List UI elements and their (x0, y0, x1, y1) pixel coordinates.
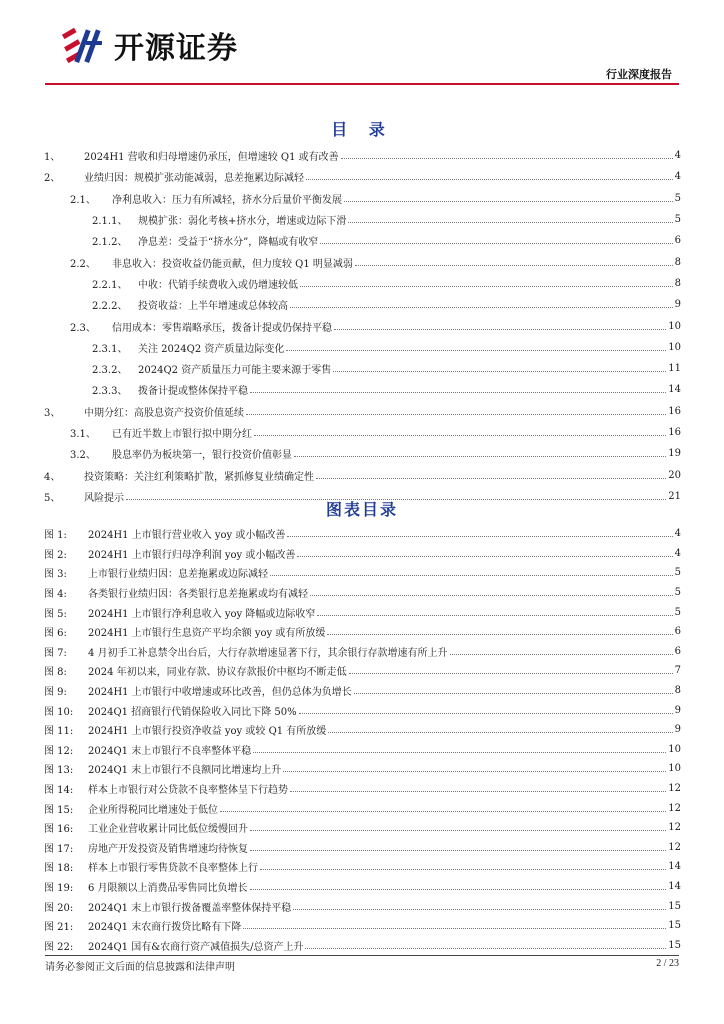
toc-leader-dots (334, 329, 666, 330)
toc-item-text: 业绩归因：规模扩张动能减弱，息差拖累边际减轻 (84, 173, 304, 185)
toc-item-text: 投资收益：上半年增速或总体较高 (138, 301, 288, 313)
figure-page: 15 (668, 900, 681, 912)
figure-page: 4 (674, 547, 681, 559)
figure-page: 6 (674, 626, 681, 638)
toc-item-text: 已有近半数上市银行拟中期分红 (112, 429, 252, 440)
figure-number: 图 18: (44, 863, 74, 875)
figure-number: 图 10: (44, 706, 74, 718)
toc-item-number: 3、 (44, 407, 61, 419)
figure-leader-dots (450, 654, 673, 655)
figure-leader-dots (283, 771, 666, 772)
figure-page: 5 (674, 606, 681, 618)
figure-number: 图 3: (44, 569, 67, 581)
toc-item-number: 4、 (44, 471, 61, 483)
figure-number: 图 9: (44, 687, 67, 699)
toc-item[interactable] (44, 422, 681, 443)
page-header (0, 0, 724, 90)
figure-page: 12 (668, 802, 681, 814)
toc-item[interactable] (44, 145, 681, 166)
toc-item-text: 2024Q2 资产质量压力可能主要来源于零售 (138, 365, 332, 377)
figure-leader-dots (253, 752, 666, 753)
toc-item[interactable] (44, 337, 681, 358)
figure-leader-dots (299, 713, 673, 714)
figure-number: 图 5: (44, 608, 67, 620)
figure-leader-dots (250, 830, 666, 831)
toc-leader-dots (348, 222, 672, 223)
toc-item-number: 2.2、 (70, 258, 96, 270)
figure-page: 12 (668, 783, 681, 795)
toc-item-number: 2.2.2、 (92, 301, 128, 313)
toc-item-number: 2.2.1、 (92, 279, 128, 291)
figure-caption: 样本上市银行对公贷款不良率整体呈下行趋势 (88, 785, 288, 797)
footer-disclaimer: 请务必参阅正文后面的信息披露和法律声明 (45, 962, 235, 973)
figure-caption: 4 月初手工补息禁令出台后，大行存款增速显著下行，其余银行存款增速有所上升 (88, 647, 448, 659)
figure-page: 14 (668, 880, 681, 892)
figure-number: 图 11: (44, 726, 74, 738)
figure-list-item[interactable] (44, 818, 681, 838)
toc-item[interactable] (44, 166, 681, 187)
figure-number: 图 12: (44, 745, 74, 757)
toc-item-text: 股息率仍为板块第一，银行投资价值彰显 (112, 450, 292, 462)
figure-number: 图 4: (44, 589, 67, 601)
figure-page: 15 (668, 939, 681, 951)
figure-list-item[interactable] (44, 759, 681, 779)
figure-page: 9 (674, 724, 681, 736)
toc-list (44, 145, 681, 507)
figure-page: 4 (674, 528, 681, 540)
toc-item[interactable] (44, 230, 681, 251)
figure-list-item[interactable] (44, 681, 681, 701)
figure-leader-dots (328, 732, 672, 733)
figure-list-item[interactable] (44, 838, 681, 858)
toc-leader-dots (316, 478, 666, 479)
figure-caption: 各类银行业绩归因：各类银行息差拖累或均有减轻 (88, 589, 308, 601)
figure-list-item[interactable] (44, 661, 681, 681)
toc-item[interactable] (44, 401, 681, 422)
figure-number: 图 22: (44, 941, 74, 953)
toc-leader-dots (344, 201, 673, 202)
toc-item-text: 规模扩张：弱化考核+挤水分，增速或边际下滑 (138, 216, 347, 228)
toc-item-page: 21 (668, 490, 681, 502)
toc-item[interactable] (44, 358, 681, 379)
figure-caption: 工业企业营收累计同比低位缓慢回升 (88, 824, 248, 836)
figure-caption: 2024H1 上市银行归母净利润 yoy 或小幅改善 (88, 549, 296, 561)
toc-item-page: 20 (668, 469, 681, 481)
footer-divider (45, 955, 679, 956)
figure-leader-dots (290, 791, 666, 792)
figure-number: 图 6: (44, 628, 67, 640)
toc-item-number: 2、 (44, 173, 61, 185)
figure-leader-dots (250, 889, 667, 890)
report-type-label: 行业深度报告 (606, 68, 672, 81)
toc-item[interactable] (44, 188, 681, 209)
toc-item-page: 19 (668, 448, 681, 460)
figure-leader-dots (243, 928, 666, 929)
figure-leader-dots (270, 575, 673, 576)
figure-number: 图 17: (44, 843, 74, 855)
toc-item-text: 投资策略：关注红利策略扩散，紧抓修复业绩确定性 (84, 471, 314, 483)
figure-leader-dots (297, 556, 672, 557)
figure-page: 10 (668, 743, 681, 755)
toc-item-page: 16 (668, 405, 681, 417)
figure-leader-dots (327, 634, 672, 635)
toc-item-number: 3.1、 (70, 429, 96, 440)
toc-item-page: 8 (674, 277, 681, 289)
toc-item-number: 2.3.1、 (92, 343, 128, 355)
figure-leader-dots (305, 948, 666, 949)
toc-item-number: 3.2、 (70, 450, 96, 462)
figure-leader-dots (250, 850, 666, 851)
figure-list-item[interactable] (44, 935, 681, 955)
figure-leader-dots (317, 615, 672, 616)
figure-page: 5 (674, 567, 681, 579)
toc-leader-dots (246, 414, 666, 415)
toc-item[interactable] (44, 294, 681, 315)
figure-caption: 2024Q1 国有&农商行资产减值损失/总资产上升 (88, 941, 304, 953)
toc-item-number: 2.1、 (70, 194, 96, 206)
figure-caption: 2024Q1 末上市银行不良率整体平稳 (88, 745, 252, 757)
figure-caption: 企业所得税同比增速处于低位 (88, 804, 218, 816)
figure-list-item[interactable] (44, 602, 681, 622)
figure-list (44, 524, 681, 955)
figure-list-item[interactable] (44, 916, 681, 936)
figure-leader-dots (310, 595, 673, 596)
figure-number: 图 20: (44, 902, 74, 914)
figure-number: 图 19: (44, 882, 74, 894)
toc-item-text: 2024H1 营收和归母增速仍承压，但增速较 Q1 或有改善 (84, 152, 339, 164)
toc-item-number: 2.1.1、 (92, 216, 128, 228)
figure-number: 图 2: (44, 549, 67, 561)
toc-item-text: 信用成本：零售端略承压，拨备计提或仍保持平稳 (112, 322, 332, 334)
figure-number: 图 21: (44, 922, 74, 934)
figure-page: 10 (668, 763, 681, 775)
toc-leader-dots (294, 456, 666, 457)
figure-caption: 2024Q1 末上市银行不良额同比增速均上升 (88, 765, 282, 777)
toc-item-text: 净利息收入：压力有所减轻，挤水分后量价平衡发展 (112, 194, 342, 206)
toc-leader-dots (320, 243, 672, 244)
kaiyuan-securities-logo-icon (60, 23, 106, 67)
figure-page: 15 (668, 920, 681, 932)
figure-leader-dots (220, 811, 666, 812)
figure-list-item[interactable] (44, 720, 681, 740)
figure-list-item[interactable] (44, 779, 681, 799)
toc-item-page: 8 (674, 256, 681, 268)
toc-item-number: 2.3.2、 (92, 365, 128, 377)
toc-item-number: 2.3.3、 (92, 386, 128, 398)
brand-name: 开源证券 (114, 31, 238, 66)
toc-item-number: 2.1.2、 (92, 237, 128, 249)
toc-item-page: 6 (674, 235, 681, 247)
toc-item-page: 5 (674, 192, 681, 204)
toc-item-text: 拨备计提或整体保持平稳 (138, 386, 248, 398)
header-divider (45, 83, 679, 85)
toc-item-text: 中期分红：高股息资产投资价值延续 (84, 407, 244, 419)
figure-list-title: 图表目录 (325, 500, 398, 519)
figure-caption: 样本上市银行零售贷款不良率整体上行 (88, 863, 258, 875)
figure-caption: 2024H1 上市银行净利息收入 yoy 降幅或边际收窄 (88, 608, 316, 620)
toc-leader-dots (290, 307, 673, 308)
toc-item-text: 关注 2024Q2 资产质量边际变化 (138, 343, 285, 355)
figure-caption: 2024H1 上市银行营业收入 yoy 或小幅改善 (88, 530, 286, 542)
toc-leader-dots (300, 286, 673, 287)
figure-caption: 2024Q1 招商银行代销保险收入同比下降 50% (88, 706, 297, 718)
figure-number: 图 16: (44, 824, 74, 836)
figure-number: 图 14: (44, 785, 74, 797)
figure-list-item[interactable] (44, 583, 681, 603)
figure-page: 9 (674, 704, 681, 716)
toc-item-text: 净息差：受益于“挤水分”，降幅或有收窄 (138, 237, 319, 249)
figure-page: 7 (674, 665, 681, 677)
toc-leader-dots (306, 179, 673, 180)
figure-number: 图 13: (44, 765, 74, 777)
figure-caption: 2024Q1 末上市银行拨备覆盖率整体保持平稳 (88, 902, 292, 914)
figure-list-item[interactable] (44, 622, 681, 642)
toc-item-page: 10 (668, 341, 681, 353)
figure-list-item[interactable] (44, 544, 681, 564)
figure-page: 6 (674, 645, 681, 657)
figure-leader-dots (293, 909, 666, 910)
figure-number: 图 1: (44, 530, 67, 542)
figure-page: 12 (668, 841, 681, 853)
toc-item-number: 5、 (44, 492, 61, 504)
figure-list-item[interactable] (44, 700, 681, 720)
figure-number: 图 7: (44, 647, 67, 659)
toc-item-text: 风险提示 (84, 492, 124, 504)
figure-list-item[interactable] (44, 524, 681, 544)
figure-list-item[interactable] (44, 740, 681, 760)
toc-leader-dots (341, 158, 673, 159)
figure-list-item[interactable] (44, 857, 681, 877)
toc-item[interactable] (44, 315, 681, 336)
toc-item-number: 1、 (44, 152, 61, 164)
toc-leader-dots (355, 265, 673, 266)
figure-list-item[interactable] (44, 896, 681, 916)
figure-number: 图 8: (44, 667, 67, 679)
brand-logo (60, 20, 238, 70)
toc-item[interactable] (44, 464, 681, 485)
figure-leader-dots (354, 693, 673, 694)
figure-caption: 2024Q1 末农商行拨贷比略有下降 (88, 922, 242, 934)
toc-title: 目 录 (331, 120, 393, 139)
figure-list-item[interactable] (44, 877, 681, 897)
toc-item-page: 4 (674, 171, 681, 183)
toc-item[interactable] (44, 273, 681, 294)
figure-list-item[interactable] (44, 563, 681, 583)
figure-caption: 2024 年初以来，同业存款、协议存款报价中枢均不断走低 (88, 667, 347, 679)
figure-page: 14 (668, 861, 681, 873)
toc-item-page: 16 (668, 427, 681, 438)
figure-caption: 2024H1 上市银行中收增速或环比改善，但仍总体为负增长 (88, 687, 352, 699)
toc-item-text: 中收：代销手续费收入或仍增速较低 (138, 279, 298, 291)
figure-caption: 2024H1 上市银行生息资产平均余额 yoy 或有所放缓 (88, 628, 326, 640)
toc-item[interactable] (44, 443, 681, 464)
figure-list-item[interactable] (44, 798, 681, 818)
toc-item[interactable] (44, 379, 681, 400)
toc-leader-dots (254, 435, 666, 436)
figure-caption: 房地产开发投资及销售增速均待恢复 (88, 843, 248, 855)
figure-leader-dots (349, 673, 673, 674)
figure-caption: 2024H1 上市银行投资净收益 yoy 或较 Q1 有所放缓 (88, 726, 327, 738)
toc-item-page: 5 (674, 214, 681, 226)
toc-item-page: 10 (668, 320, 681, 332)
toc-item-page: 4 (674, 150, 681, 162)
toc-item-page: 9 (674, 299, 681, 311)
figure-list-item[interactable] (44, 642, 681, 662)
toc-leader-dots (333, 371, 666, 372)
toc-item-number: 2.3、 (70, 322, 96, 334)
toc-item[interactable] (44, 209, 681, 230)
toc-item-page: 14 (668, 384, 681, 396)
toc-leader-dots (250, 392, 666, 393)
figure-page: 5 (674, 587, 681, 599)
figure-caption: 上市银行业绩归因：息差拖累或边际减轻 (88, 569, 268, 581)
figure-caption: 6 月限额以上消费品零售同比负增长 (88, 882, 248, 894)
figure-leader-dots (260, 869, 666, 870)
toc-item[interactable] (44, 251, 681, 272)
figure-number: 图 15: (44, 804, 74, 816)
figure-leader-dots (287, 536, 672, 537)
figure-page: 8 (674, 685, 681, 697)
toc-item-text: 非息收入：投资收益仍能贡献，但力度较 Q1 明显减弱 (112, 258, 353, 270)
toc-leader-dots (286, 350, 666, 351)
page-number: 2 / 23 (656, 958, 679, 969)
figure-page: 12 (668, 822, 681, 834)
toc-item-page: 11 (668, 363, 681, 375)
